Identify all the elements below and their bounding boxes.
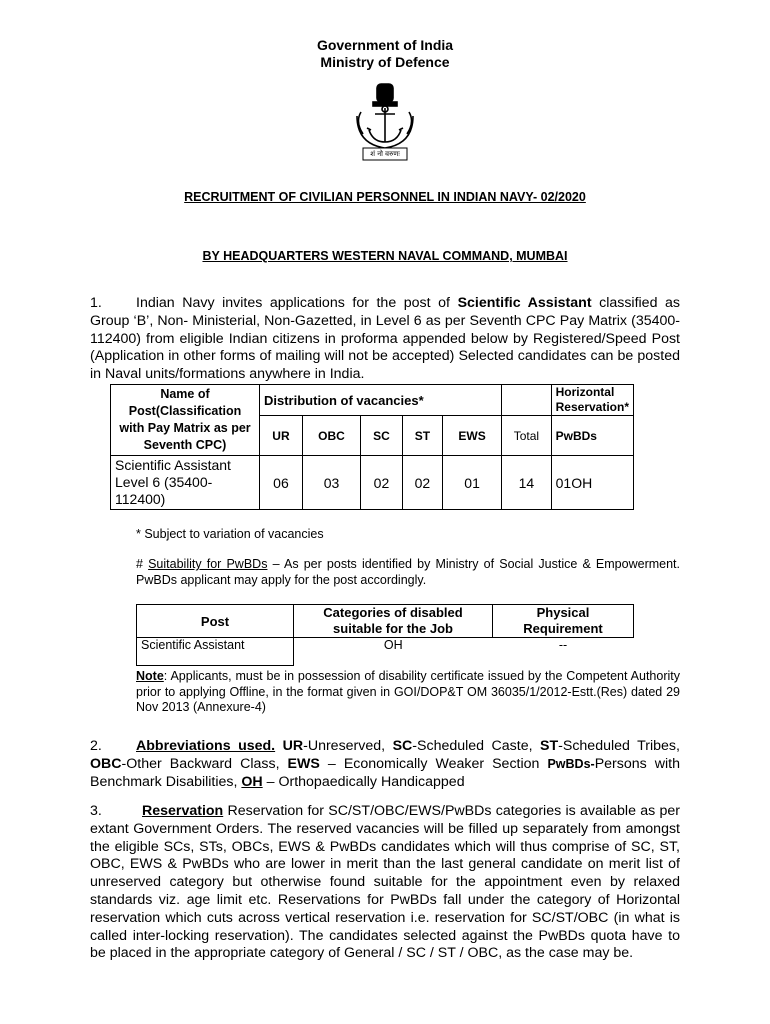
- table-header: Physical Requirement: [493, 605, 634, 638]
- table-header: Post: [137, 605, 294, 638]
- navy-emblem: [353, 82, 417, 162]
- table-row: [111, 456, 634, 510]
- abbr-text: – Economically Weaker Section: [319, 755, 548, 772]
- emblem-motto: शं नो वरुणः: [370, 150, 400, 158]
- para-text: Indian Navy invites applications for the post of: [136, 295, 458, 311]
- page-subtitle: BY HEADQUARTERS WESTERN NAVAL COMMAND, MUMBAI: [202, 249, 568, 263]
- suitability-heading: Suitability for PwBDs: [148, 557, 268, 571]
- disability-note: [136, 669, 680, 716]
- para-number: 1.: [90, 295, 102, 311]
- post-name: Scientific Assistant: [457, 295, 592, 311]
- abbr: EWS: [287, 755, 320, 772]
- table-cell: 01OH: [551, 456, 633, 510]
- abbr-text: -Scheduled Caste,: [412, 738, 540, 754]
- abbr-text: -Scheduled Tribes,: [558, 738, 680, 754]
- abbr: PwBDs-: [547, 756, 595, 771]
- abbr-text: Persons with Benchmark Disabilities,: [90, 755, 680, 790]
- header-line-2: Ministry of Defence: [320, 54, 450, 70]
- table-header: Categories of disabled suitable for the Job: [294, 605, 493, 638]
- suitability-text: – As per posts identified by Ministry of Social Justice & Empowerment. PwBDs applicant may apply for the post accordingly.: [136, 557, 680, 587]
- table-cell: 14: [502, 456, 551, 510]
- table-header: Name of Post(Classification with Pay Matrix as per Seventh CPC): [111, 385, 260, 456]
- abbr-text: -Unreserved,: [303, 738, 393, 754]
- table-cell: OH: [294, 638, 493, 666]
- table-header: OBC: [302, 416, 360, 456]
- paragraph-3: [90, 803, 680, 963]
- table-header: Horizontal Reservation*: [551, 385, 633, 416]
- para-text: classified as Group ‘B’, Non- Ministerial, Non-Gazetted, in Level 6 as per Seventh CPC Pay Matrix (35400-112400) from eligible Indian citizens in proforma appended below by Registered/Speed Post (Application in other forms of mailing will not be accepted) Selected candidates can be posted in Naval units/formations anywhere in India.: [90, 295, 681, 383]
- abbr: ST: [540, 738, 559, 754]
- paragraph-1: [90, 295, 680, 384]
- vacancy-table: [110, 384, 634, 510]
- para-number: 2.: [90, 738, 102, 754]
- table-cell: Scientific Assistant Level 6 (35400-112400): [111, 456, 260, 510]
- abbr-text: -Other Backward Class,: [121, 755, 288, 772]
- vacancy-note: * Subject to variation of vacancies: [136, 527, 324, 541]
- table-cell: 03: [302, 456, 360, 510]
- table-cell: 01: [442, 456, 501, 510]
- abbr-text: – Orthopaedically Handicapped: [262, 773, 465, 790]
- suitability-prefix: #: [136, 557, 149, 571]
- page-title: RECRUITMENT OF CIVILIAN PERSONNEL IN INDIAN NAVY- 02/2020: [184, 190, 586, 204]
- table-header: PwBDs: [551, 416, 633, 456]
- para-number: 3.: [90, 803, 102, 819]
- table-header: Total: [502, 416, 551, 456]
- table-cell: 02: [361, 456, 403, 510]
- table-cell: Scientific Assistant: [137, 638, 294, 666]
- table-cell: 06: [260, 456, 303, 510]
- table-cell: --: [558, 638, 568, 652]
- suitability-note: [136, 557, 680, 588]
- table-cell: 02: [402, 456, 442, 510]
- note-label: Note: [136, 669, 164, 683]
- abbr: OH: [241, 773, 263, 790]
- disability-table: [136, 604, 634, 666]
- abbr: OBC: [90, 755, 122, 772]
- table-header: EWS: [442, 416, 501, 456]
- abbr: UR: [282, 738, 304, 754]
- abbr: SC: [392, 738, 413, 754]
- table-header: SC: [361, 416, 403, 456]
- section-heading: Reservation: [142, 803, 224, 819]
- table-row: [137, 638, 634, 666]
- para-text: Reservation for SC/ST/OBC/EWS/PwBDs categories is available as per extant Government Orders. The reserved vacancies will be filled up separately from amongst the eligible SCs, STs, OBCs, EWS & PwBDs candidates which will thus comprise of SC, ST, OBC, EWS & PwBDs who are lower in merit than the last general candidate on merit list of unreserved category but otherwise found suitable for the appointment even by relaxed standards viz. age limit etc. Reservations for PwBDs fall under the category of Horizontal reservation which cuts across vertical reservation i.e. reservation for SC/ST/OBC (in what is called inter-locking reservation). The candidates selected against the PwBDs quota have to be placed in the appropriate category of General / SC / ST / OBC, as the case may be.: [90, 803, 680, 962]
- header-line-1: Government of India: [316, 37, 454, 53]
- table-header: UR: [260, 416, 303, 456]
- section-heading: Abbreviations used.: [136, 738, 276, 754]
- table-header: ST: [402, 416, 442, 456]
- note-text: : Applicants, must be in possession of disability certificate issued by the Competent Authority prior to applying Offline, in the format given in GOI/DOP&T OM 36035/1/2012-Estt.(Res) dated 29 Nov 2013 (Annexure-4): [136, 669, 680, 714]
- table-header: Distribution of vacancies*: [260, 385, 502, 416]
- paragraph-2: [90, 738, 680, 791]
